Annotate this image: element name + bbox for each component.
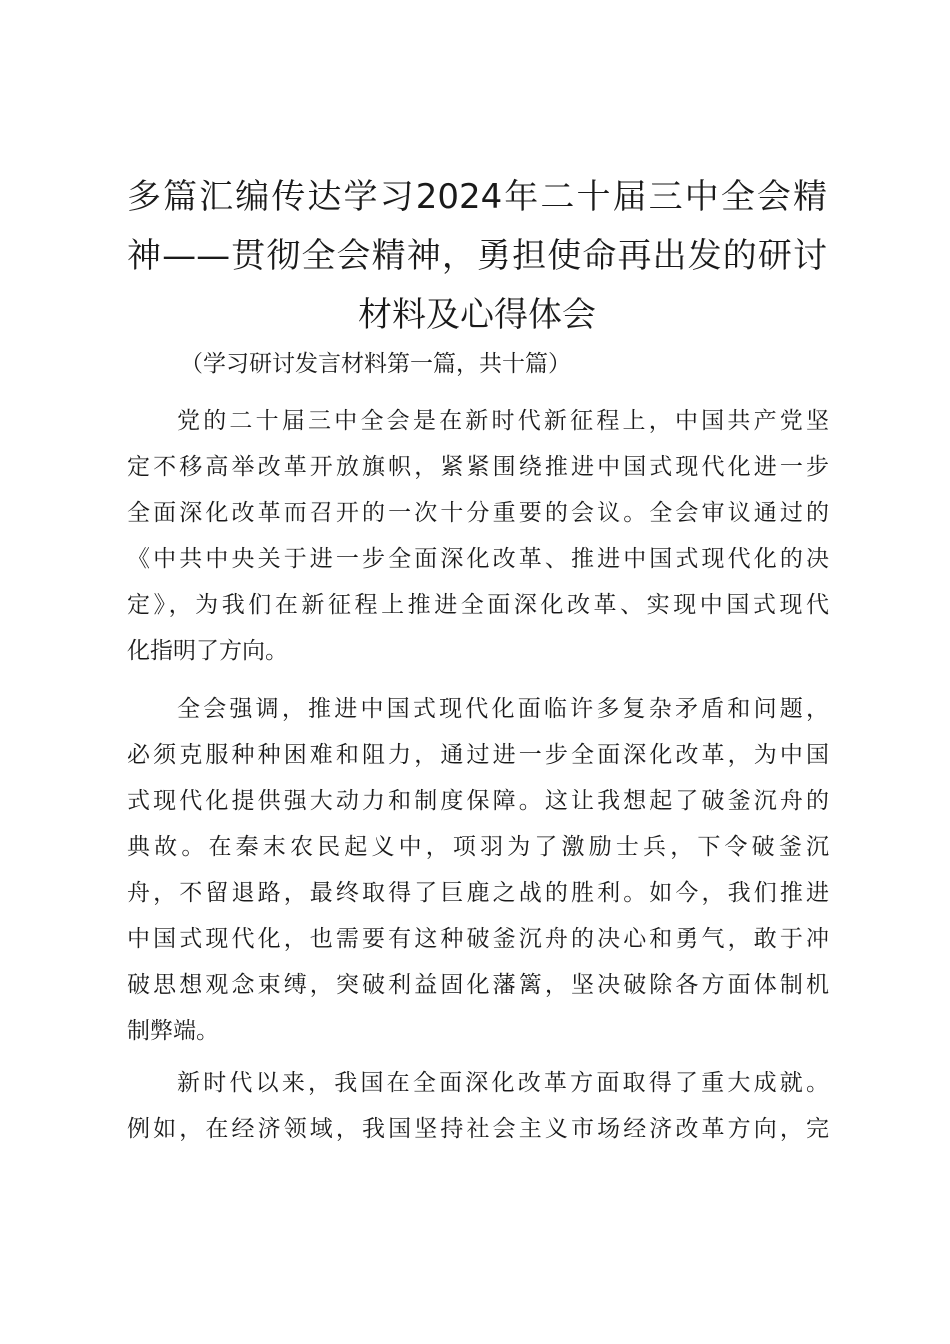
paragraph-line: 舟，不留退路，最终取得了巨鹿之战的胜利。如今，我们推进 <box>127 880 829 906</box>
paragraph-line: 中国式现代化，也需要有这种破釜沉舟的决心和勇气，敢于冲 <box>127 926 829 952</box>
paragraph-line: 必须克服种种困难和阻力，通过进一步全面深化改革，为中国 <box>127 742 829 768</box>
document-title <box>127 168 827 345</box>
paragraph-line: 式现代化提供强大动力和制度保障。这让我想起了破釜沉舟的 <box>127 788 829 814</box>
paragraph-line: 破思想观念束缚，突破利益固化藩篱，坚决破除各方面体制机 <box>127 972 829 998</box>
paragraph-line: 新时代以来，我国在全面深化改革方面取得了重大成就。 <box>177 1070 829 1096</box>
paragraph-line: 定不移高举改革开放旗帜，紧紧围绕推进中国式现代化进一步 <box>127 454 829 480</box>
document-subtitle: （学习研讨发言材料第一篇，共十篇） <box>180 351 571 377</box>
paragraph-line: 全面深化改革而召开的一次十分重要的会议。全会审议通过的 <box>127 500 829 526</box>
paragraph-line: 《中共中央关于进一步全面深化改革、推进中国式现代化的决 <box>127 546 829 572</box>
paragraph-1 <box>127 398 829 674</box>
paragraph-line: 制弊端。 <box>127 1018 219 1044</box>
paragraph-line: 全会强调，推进中国式现代化面临许多复杂矛盾和问题， <box>177 696 829 722</box>
title-line-3: 材料及心得体会 <box>358 295 596 335</box>
paragraph-2 <box>127 686 829 1054</box>
paragraph-line: 定》，为我们在新征程上推进全面深化改革、实现中国式现代 <box>127 592 829 618</box>
paragraph-line: 例如，在经济领域，我国坚持社会主义市场经济改革方向，完 <box>127 1116 829 1142</box>
paragraph-3 <box>127 1060 829 1152</box>
title-line-2: 神——贯彻全会精神，勇担使命再出发的研讨 <box>127 236 827 276</box>
paragraph-line: 党的二十届三中全会是在新时代新征程上，中国共产党坚 <box>177 408 829 434</box>
title-line-1: 多篇汇编传达学习2024年二十届三中全会精 <box>127 177 827 217</box>
paragraph-line: 化指明了方向。 <box>127 638 288 664</box>
paragraph-line: 典故。在秦末农民起义中，项羽为了激励士兵，下令破釜沉 <box>127 834 829 860</box>
